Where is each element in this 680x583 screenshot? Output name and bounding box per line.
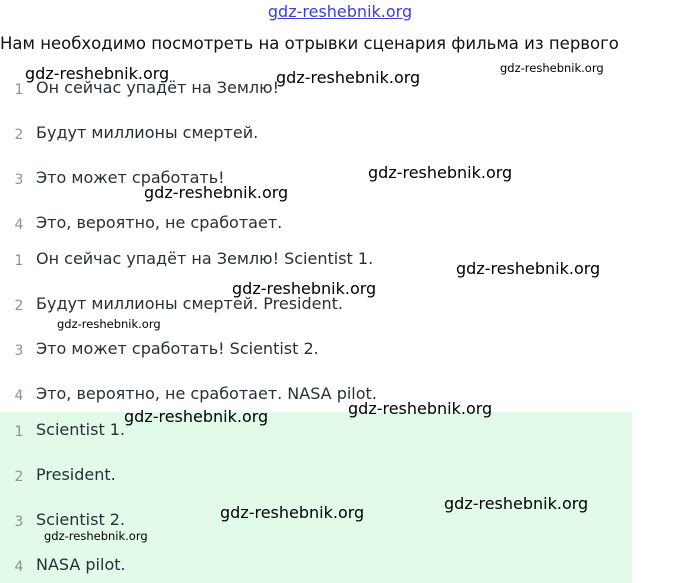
item-text: Это, вероятно, не сработает. NASA pilot.	[36, 384, 377, 403]
item-number: 4	[14, 388, 24, 404]
item-number: 4	[14, 559, 24, 575]
watermark: gdz-reshebnik.org	[444, 494, 589, 513]
watermark: gdz-reshebnik.org	[232, 279, 377, 298]
watermark: gdz-reshebnik.org	[276, 68, 421, 87]
item-text: Это может сработать!	[36, 168, 225, 187]
item-number: 2	[14, 127, 24, 143]
watermark: gdz-reshebnik.org	[348, 399, 493, 418]
watermark: gdz-reshebnik.org	[124, 407, 269, 426]
item-text: Это, вероятно, не сработает.	[36, 213, 283, 232]
item-number: 1	[14, 82, 24, 98]
item-number: 4	[14, 217, 24, 233]
watermark: gdz-reshebnik.org	[500, 61, 604, 75]
watermark: gdz-reshebnik.org	[368, 163, 513, 182]
item-number: 1	[14, 253, 24, 269]
item-text: Это может сработать! Scientist 2.	[36, 339, 319, 358]
item-number: 1	[14, 424, 24, 440]
intro-text: Нам необходимо посмотреть на отрывки сценария фильма из первого	[0, 34, 619, 53]
item-number: 2	[14, 469, 24, 485]
watermark: gdz-reshebnik.org	[57, 317, 161, 331]
item-number: 3	[14, 514, 24, 530]
watermark: gdz-reshebnik.org	[25, 64, 170, 83]
item-text: President.	[36, 465, 116, 484]
header-watermark: gdz-reshebnik.org	[267, 2, 413, 21]
item-text: Будут миллионы смертей.	[36, 123, 259, 142]
item-text: Он сейчас упадёт на Землю!	[36, 78, 279, 97]
watermark: gdz-reshebnik.org	[44, 529, 148, 543]
item-text: Scientist 1.	[36, 420, 126, 439]
item-text: Он сейчас упадёт на Землю! Scientist 1.	[36, 249, 374, 268]
item-text: Scientist 2.	[36, 510, 126, 529]
item-number: 2	[14, 298, 24, 314]
watermark: gdz-reshebnik.org	[456, 259, 601, 278]
item-number: 3	[14, 343, 24, 359]
item-text: NASA pilot.	[36, 555, 126, 574]
watermark: gdz-reshebnik.org	[220, 503, 365, 522]
item-number: 3	[14, 172, 24, 188]
watermark: gdz-reshebnik.org	[144, 183, 289, 202]
item-text: Будут миллионы смертей. President.	[36, 294, 343, 313]
